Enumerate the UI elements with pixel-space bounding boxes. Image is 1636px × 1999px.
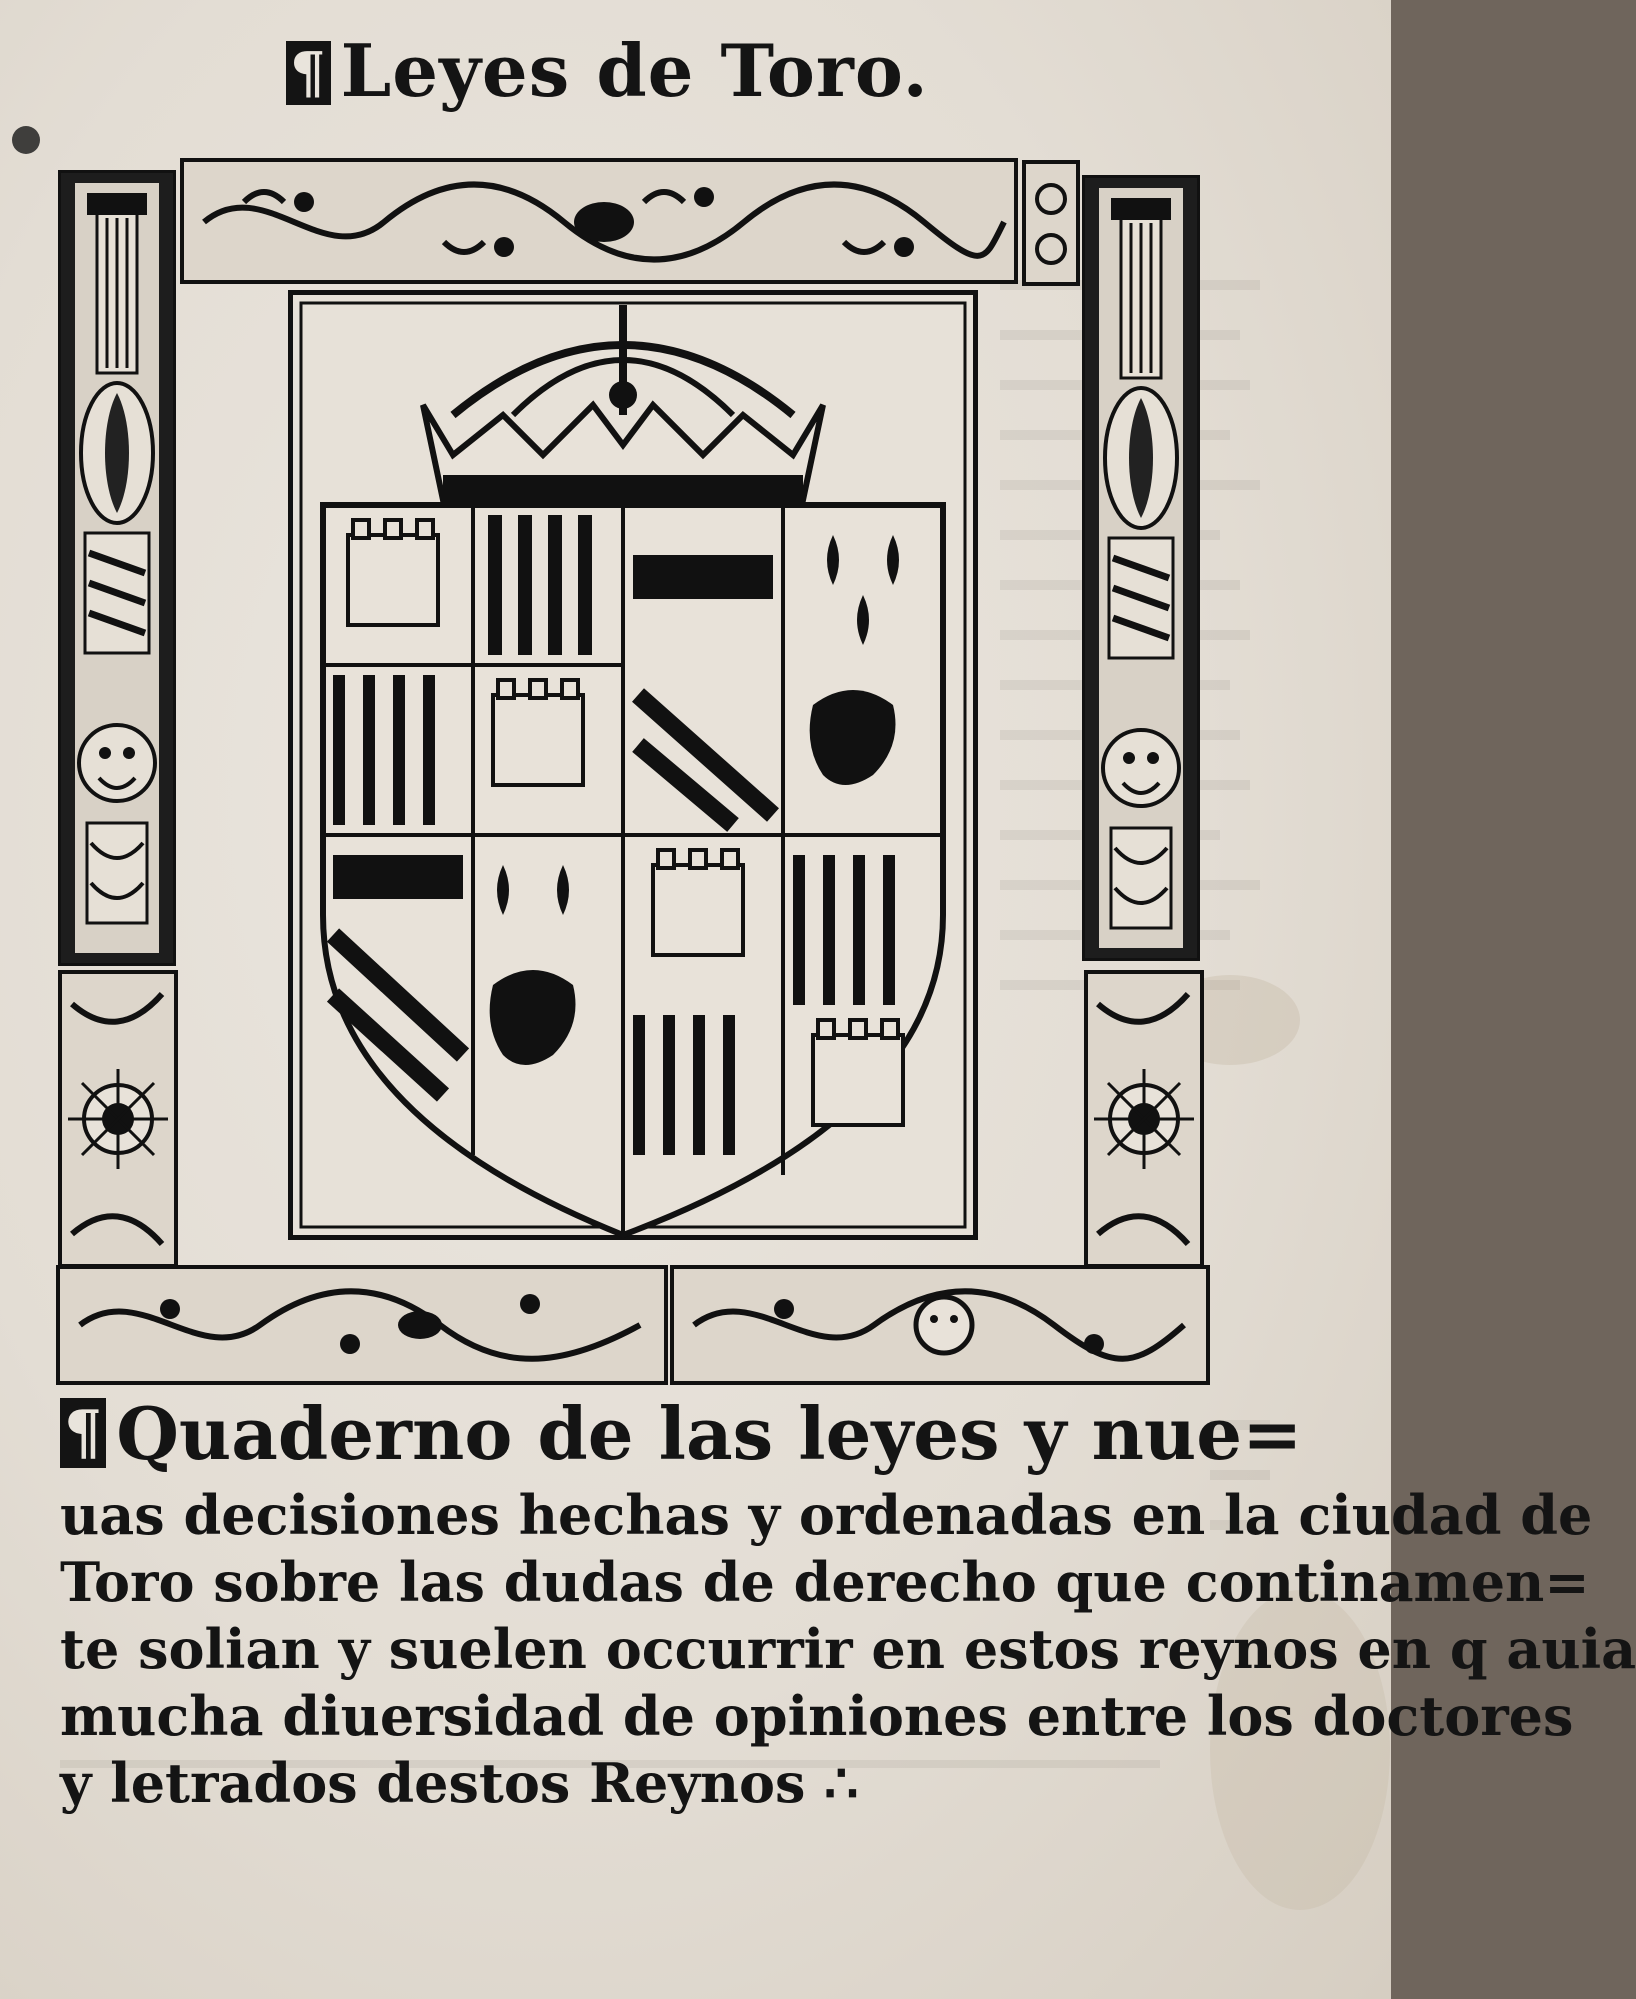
- text-line-3: Toro sobre las dudas de derecho que continamen=: [60, 1550, 1590, 1614]
- scroll-vine-top: [184, 162, 1014, 280]
- top-ornamental-band: [180, 158, 1018, 284]
- column-ornament-left: [61, 173, 173, 963]
- coat-of-arms-frame: [288, 290, 978, 1240]
- royal-coat-of-arms: [293, 295, 973, 1235]
- text-line-5: mucha diuersidad de opiniones entre los doctores: [60, 1684, 1574, 1748]
- page-title: [286, 28, 936, 118]
- text-line-1-content: Quaderno de las leyes y nue=: [116, 1391, 1303, 1476]
- paragraph-mark: ¶: [286, 41, 331, 105]
- title-text: Leyes de Toro.: [340, 28, 929, 113]
- column-ornament-right: [1085, 178, 1197, 958]
- sun-ornament-left: [62, 974, 174, 1264]
- right-sun-panel: [1084, 970, 1204, 1268]
- text-line-6: y letrados destos Reynos ∴: [60, 1751, 859, 1815]
- scroll-vine-bottom-left: [60, 1269, 664, 1381]
- left-sun-panel: [58, 970, 178, 1268]
- scroll-vine-bottom-right: [674, 1269, 1206, 1381]
- top-right-corner-block: [1022, 160, 1080, 286]
- bottom-left-ornamental-band: [56, 1265, 668, 1385]
- text-line-4: te solian y suelen occurrir en estos reynos en q auia: [60, 1617, 1636, 1681]
- paragraph-mark: ¶: [60, 1398, 106, 1468]
- text-line-2: uas decisiones hechas y ordenadas en la ciudad de: [60, 1483, 1593, 1547]
- sun-ornament-right: [1088, 974, 1200, 1264]
- right-ornamental-column: [1082, 175, 1200, 961]
- corner-ornament: [1026, 164, 1076, 282]
- bottom-right-ornamental-band: [670, 1265, 1210, 1385]
- text-line-1: [60, 1390, 1303, 1478]
- left-ornamental-column: [58, 170, 176, 966]
- title-page-text: [60, 1390, 1636, 1817]
